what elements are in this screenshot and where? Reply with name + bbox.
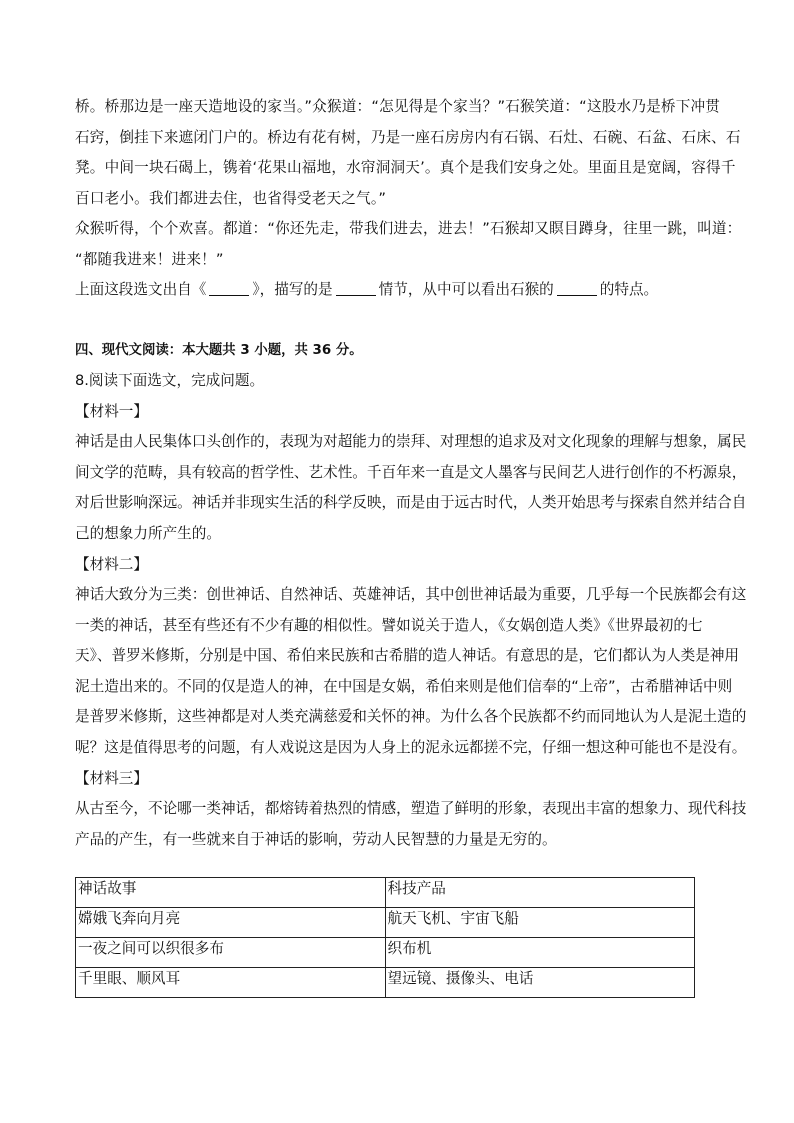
section-heading: 四、现代文阅读：本大题共 3 小题，共 36 分。 [75,342,363,358]
question-8-prompt: 8.阅读下面选文，完成问题。 [75,371,265,389]
question-7-text-2: 》，描写的是 [252,281,333,298]
material-2-title: 【材料二】 [75,556,148,573]
table-cell: 航天飞机、宇宙飞船 [385,908,695,938]
table-header-cell: 神话故事 [76,878,386,908]
table-header-row [76,878,695,908]
table-cell: 嫦娥飞奔向月亮 [76,908,386,938]
passage-line: 凳。中间一块石碣上，镌着‘花果山福地，水帘洞洞天’。真个是我们安身之处。里面且是宽阔，容得千 [75,159,736,176]
book-title-blank[interactable] [209,279,249,296]
question-7-text-1: 上面这段选文出自《 [75,281,207,298]
material-line: 间文学的范畴，具有较高的哲学性、艺术性。千百年来一直是文人墨客与民间艺人进行创作的不朽源泉， [75,463,747,481]
table-cell: 织布机 [385,938,695,968]
table-cell: 千里眼、顺风耳 [76,968,386,998]
material-line: 一类的神话，甚至有些还有不少有趣的相似性。譬如说关于造人，《女娲创造人类》《世界最初的七 [75,616,703,634]
passage-line: 桥。桥那边是一座天造地设的家当。”众猴道：“怎见得是个家当？”石猴笑道：“这股水乃是桥下冲贯 [75,98,721,115]
plot-blank[interactable] [336,279,376,296]
table-row [76,938,695,968]
material-line: 神话是由人民集体口头创作的，表现为对超能力的崇拜、对理想的追求及对文化现象的理解与想象，属民 [75,433,747,450]
material-line: 产品的产生，有一些就来自于神话的影响，劳动人民智慧的力量是无穷的。 [75,830,557,848]
material-line: 泥土造出来的。不同的仅是造人的神，在中国是女娲，希伯来则是他们信奉的“上帝”，古希腊神话中则 [75,677,733,695]
question-7-fill-in [75,275,725,306]
table-cell: 望远镜、摄像头、电话 [385,968,695,998]
passage-line: 石窍，倒挂下来遮闭门户的。桥边有花有树，乃是一座石房房内有石锅、石灶、石碗、石盆、石床、石 [75,128,741,146]
material-line: 呢？这是值得思考的问题，有人戏说这是因为人身上的泥永远都搓不完，仔细一想这种可能也不是没有。 [75,738,747,756]
material-line: 己的想象力所产生的。 [75,524,221,542]
material-line: 天》、普罗米修斯，分别是中国、希伯来民族和古希腊的造人神话。有意思的是，它们都认为人类是神用 [75,647,740,664]
material-line: 从古至今，不论哪一类神话，都熔铸着热烈的情感，塑造了鲜明的形象，表现出丰富的想象力、现代科技 [75,800,747,817]
material-1-title: 【材料一】 [75,403,148,420]
trait-blank[interactable] [557,279,597,296]
material-1-body [75,427,747,549]
question-7-text-4: 的特点。 [599,281,659,298]
passage-excerpt [75,92,742,275]
passage-line: “都随我进来！进来！” [75,250,224,268]
document-page [75,92,747,987]
table-cell: 一夜之间可以织很多布 [76,938,386,968]
table-row [76,908,695,938]
passage-line: 众猴听得，个个欢喜。都道：“你还先走，带我们进去，进去！”石猴却又瞑目蹲身，往里一跳，叫道： [75,220,742,237]
table-row [76,968,695,998]
passage-line: 百口老小。我们都进去住，也省得受老天之气。” [75,189,387,207]
material-line: 对后世影响深远。神话并非现实生活的科学反映，而是由于远古时代，人类开始思考与探索自然并结合自 [75,494,747,511]
material-line: 神话大致分为三类：创世神话、自然神话、英雄神话，其中创世神话最为重要，几乎每一个民族都会有这 [75,586,747,603]
material-3-title: 【材料三】 [75,770,148,787]
material-line: 是普罗米修斯，这些神都是对人类充满慈爱和关怀的神。为什么各个民族都不约而同地认为人是泥土造的 [75,708,747,725]
material-3-body [75,794,747,855]
question-7-text-3: 情节，从中可以看出石猴的 [378,281,554,298]
material-2-body [75,580,747,763]
myth-technology-table [75,877,695,998]
table-header-cell: 科技产品 [385,878,695,908]
